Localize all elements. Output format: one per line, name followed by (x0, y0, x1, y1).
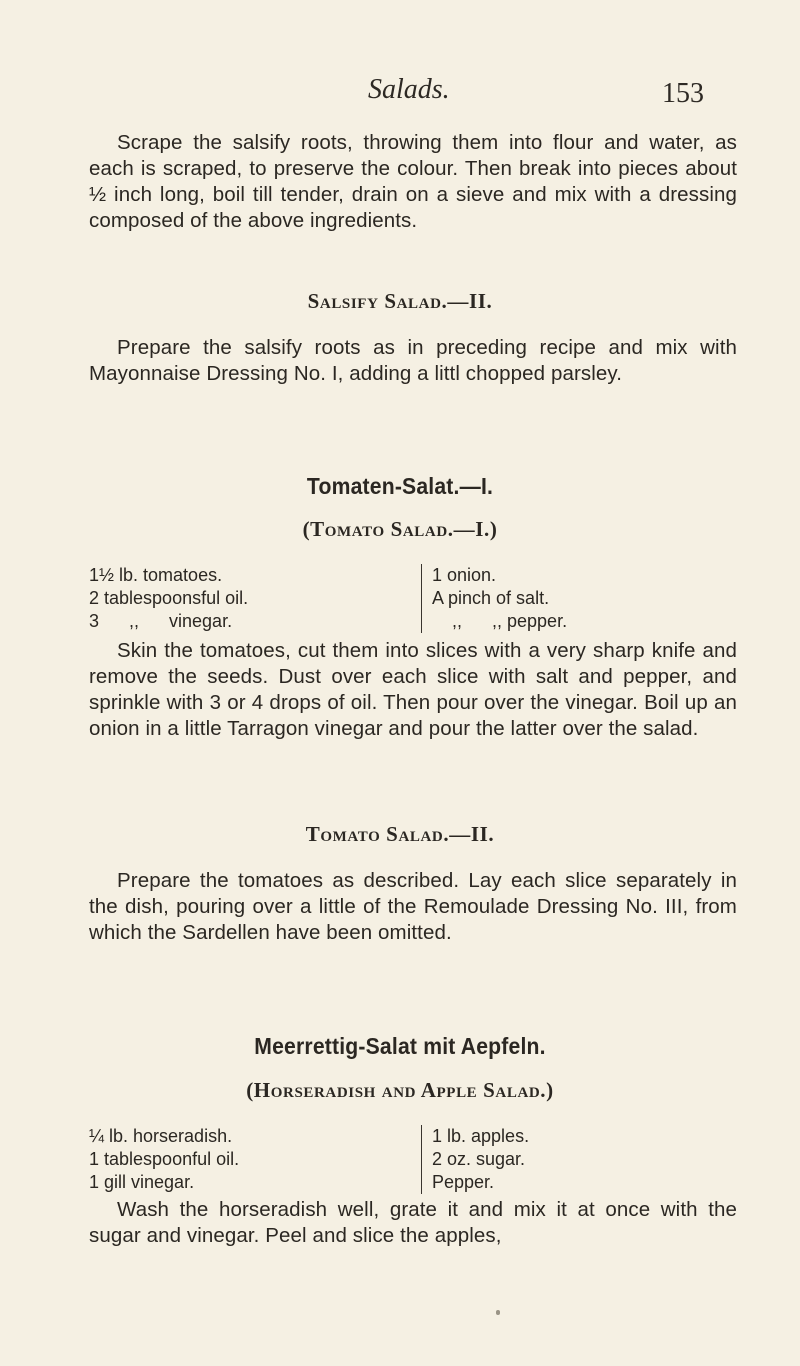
salsify-instructions-paragraph: Scrape the salsify roots, throwing them into flour and water, as each is scraped, to preserve the colour. Then break into pieces about ½ inch long, boil till tender, drain on a sieve and mix with a dressing composed of the above ingredients. (89, 131, 737, 232)
page-number: 153 (662, 78, 704, 109)
page-header (0, 74, 800, 114)
salsify-salad-2-paragraph: Prepare the salsify roots as in preceding recipe and mix with Mayonnaise Dressing No. I, adding a littl chopped parsley. (89, 336, 737, 385)
tomato-salad-ingredients (89, 564, 739, 633)
salsify-salad-2-heading: Salsify Salad.—II. (307, 289, 493, 313)
ingredient-item: 1 gill vinegar. (89, 1172, 195, 1192)
running-title: Salads. (368, 74, 450, 105)
ingredient-item: 2 tablespoonsful oil. (89, 588, 249, 608)
paper-speck (496, 1310, 500, 1315)
ingredient-item: ,, ,, pepper. (432, 611, 568, 631)
ingredient-item: A pinch of salt. (432, 588, 550, 608)
horseradish-salad-ingredients (89, 1125, 739, 1194)
tomato-salad-2-paragraph: Prepare the tomatoes as described. Lay each slice separately in the dish, pouring over a little of the Remoulade Dressing No. III, from which the Sardellen have been omitted. (89, 869, 737, 944)
meerrettig-salat-heading: Meerrettig-Salat mit Aepfeln. (254, 1033, 546, 1059)
ingredient-item: ¼ lb. horseradish. (89, 1126, 233, 1146)
ingredient-item: 2 oz. sugar. (432, 1149, 526, 1169)
ingredients-left-column (89, 564, 421, 633)
ingredients-left-column (89, 1125, 421, 1194)
tomato-salad-1-subtitle: (Tomato Salad.—I.) (302, 517, 498, 541)
ingredient-item: 1 lb. apples. (432, 1126, 530, 1146)
ingredients-right-column (421, 564, 567, 633)
horseradish-apple-salad-subtitle: (Horseradish and Apple Salad.) (246, 1078, 554, 1102)
tomato-salad-1-paragraph: Skin the tomatoes, cut them into slices with a very sharp knife and remove the seeds. Dust over each slice with salt and pepper, and sprinkle with 3 or 4 drops of oil. Then pour over the vinegar. Boil up an onion in a little Tarragon vinegar and pour the latter over the salad. (89, 639, 737, 740)
tomato-salad-2-heading: Tomato Salad.—II. (305, 822, 495, 846)
ingredient-item: 1 tablespoonful oil. (89, 1149, 240, 1169)
ingredient-item: 1½ lb. tomatoes. (89, 565, 223, 585)
ingredient-item: Pepper. (432, 1172, 495, 1192)
ingredient-item: 1 onion. (432, 565, 497, 585)
ingredient-item: 3 ,, vinegar. (89, 611, 233, 631)
ingredients-right-column (421, 1125, 529, 1194)
tomaten-salat-heading: Tomaten-Salat.—I. (306, 473, 494, 499)
horseradish-salad-paragraph: Wash the horseradish well, grate it and mix it at once with the sugar and vinegar. Peel and slice the apples, (89, 1198, 737, 1247)
